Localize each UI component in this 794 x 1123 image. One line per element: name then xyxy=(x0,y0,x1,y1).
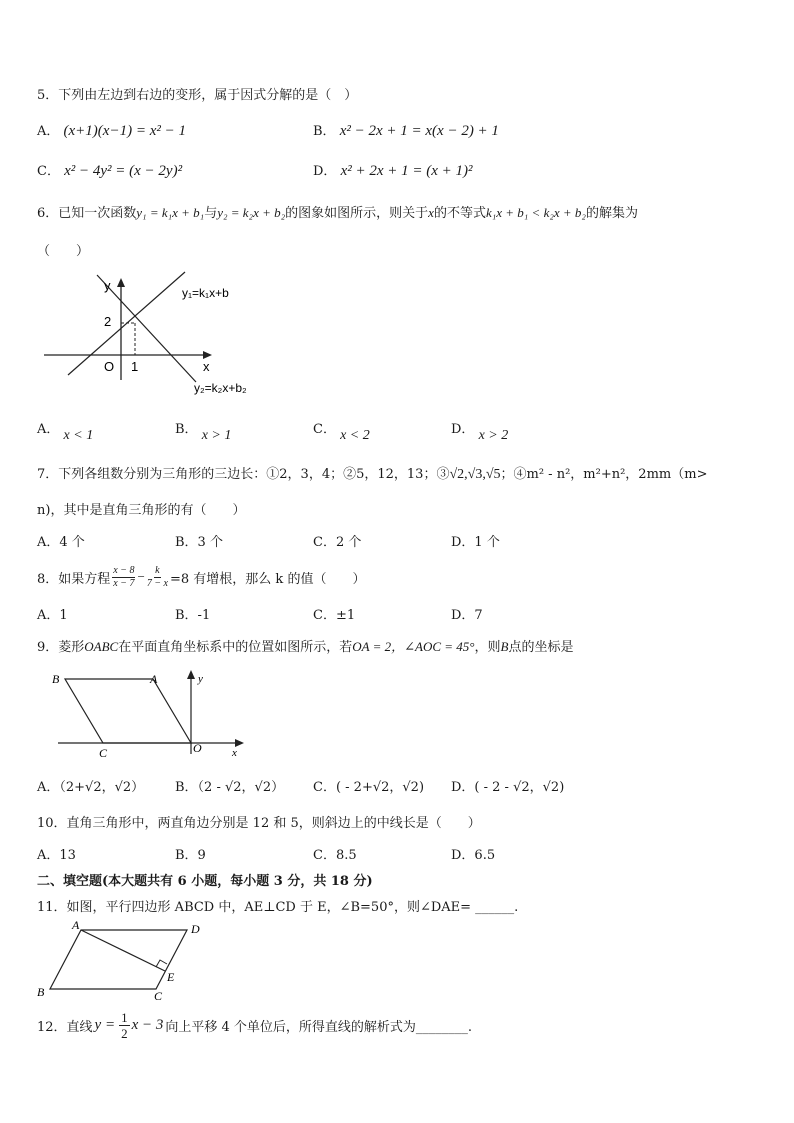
segment-ae xyxy=(81,930,165,971)
option-label: C． xyxy=(37,164,60,179)
option-label: D． xyxy=(313,164,337,179)
equation-rest: x − 3 xyxy=(131,1016,164,1033)
q11-parallelogram-figure xyxy=(34,918,214,1004)
option-label: B． xyxy=(313,124,336,139)
tick-label-x: 1 xyxy=(131,359,139,374)
q10-stem: 10．直角三角形中，两直角边分别是 12 和 5，则斜边上的中线长是（ ） xyxy=(37,816,481,831)
q11-stem: 11．如图，平行四边形 ABCD 中，AE⊥CD 于 E，∠B=50°，则∠DAE= ______. xyxy=(37,900,519,915)
q9-option-c: C．( - 2+√2，√2) xyxy=(313,780,425,795)
x-axis-arrow xyxy=(235,739,244,747)
option-expr: x² + 2x + 1 = (x + 1)² xyxy=(340,163,473,179)
q12-stem xyxy=(37,1007,472,1043)
function-1: y₁ = k₁x + b₁ xyxy=(136,205,205,220)
q10-option-b: B．9 xyxy=(175,848,206,863)
option-label: A． xyxy=(37,422,60,437)
numerator: k xyxy=(155,564,160,576)
q6-stem xyxy=(37,202,638,221)
option-expr: (x+1)(x−1) = x² − 1 xyxy=(63,123,186,139)
q8-option-d: D．7 xyxy=(451,608,483,623)
q10-option-d: D．6.5 xyxy=(451,848,496,863)
x-axis-arrow xyxy=(203,351,212,359)
q8-option-a: A．1 xyxy=(37,608,68,623)
point-b-label: B xyxy=(52,672,60,686)
option-expr: x < 1 xyxy=(63,428,94,443)
point-e-label: E xyxy=(167,970,175,984)
option-label: D． xyxy=(451,422,475,437)
point-a-label: A xyxy=(72,918,80,932)
q7-option-a: A．4 个 xyxy=(37,535,85,550)
q6-answer-paren: （ ） xyxy=(37,244,90,259)
origin-label: O xyxy=(104,359,115,374)
inequality: k₁x + b₁ < k₂x + b₂ xyxy=(485,205,586,220)
function-2: y₂ = k₂x + b₂ xyxy=(217,205,286,220)
minus-sign: − xyxy=(137,569,145,584)
option-expr: x² − 4y² = (x − 2y)² xyxy=(64,163,183,179)
stem-text: 6．已知一次函数 xyxy=(37,206,137,221)
stem-text: =8 有增根，那么 k 的值（ ） xyxy=(170,571,366,587)
stem-text: 点的坐标是 xyxy=(508,640,574,655)
y-axis-label: y xyxy=(104,278,111,293)
q6-option-d xyxy=(451,418,509,443)
option-label: B． xyxy=(175,422,198,437)
section-title: 二、填空题(本大题共有 6 小题，每小题 3 分，共 18 分) xyxy=(37,874,373,889)
roots-expr: √2,√3,√5 xyxy=(449,467,501,482)
condition: OA = 2，∠AOC = 45° xyxy=(352,639,475,654)
stem-text: 的图象如图所示，则关于 xyxy=(285,206,429,221)
point-c-label: C xyxy=(99,746,108,760)
point-d-label: D xyxy=(191,922,200,936)
denominator: 7 − x xyxy=(146,577,168,589)
stem-text: 12．直线 xyxy=(37,1019,93,1035)
stem-text: 的解集为 xyxy=(585,206,638,221)
point-name: B xyxy=(500,639,509,654)
denominator: 2 xyxy=(121,1025,128,1041)
point-o-label: O xyxy=(193,741,202,755)
point-c-label: C xyxy=(154,989,163,1003)
q8-option-c: C．±1 xyxy=(313,608,356,623)
stem-text: ，则 xyxy=(474,640,501,655)
variable-x: x xyxy=(428,205,434,220)
q9-option-a: A．（2+√2，√2） xyxy=(37,780,145,795)
q5-option-b xyxy=(313,120,499,140)
option-label: A． xyxy=(37,124,60,139)
q7-stem-line1 xyxy=(37,463,707,483)
fraction-half xyxy=(119,1010,130,1041)
y-axis-arrow xyxy=(117,278,125,287)
q7-option-c: C．2 个 xyxy=(313,535,362,550)
y-axis-label: y xyxy=(198,673,203,685)
stem-text: 的不等式 xyxy=(433,206,486,221)
point-a-label: A xyxy=(150,672,158,686)
q9-rhombus-figure xyxy=(48,668,253,760)
tick-label-y: 2 xyxy=(104,314,112,329)
line-y1-label: y₁=k₁x+b xyxy=(182,286,229,300)
stem-text: 向上平移 4 个单位后，所得直线的解析式为________. xyxy=(165,1019,473,1035)
point-b-label: B xyxy=(37,985,45,999)
q6-option-c xyxy=(313,418,370,443)
numerator: x − 8 xyxy=(113,564,135,576)
line-y2-label: y₂=k₂x+b₂ xyxy=(194,381,247,395)
q9-stem xyxy=(37,636,573,655)
shape-name: OABC xyxy=(84,639,119,654)
stem-text: 9．菱形 xyxy=(37,640,85,655)
q6-option-b xyxy=(175,418,232,443)
stem-text: ；④m² - n²，m²+n²，2mm（m> xyxy=(500,467,708,482)
fraction-1 xyxy=(112,565,135,590)
q6-option-a xyxy=(37,418,94,443)
numerator: 1 xyxy=(121,1009,128,1025)
q5-stem: 5．下列由左边到右边的变形，属于因式分解的是（ ） xyxy=(37,88,358,103)
x-axis-label: x xyxy=(232,747,237,759)
option-expr: x² − 2x + 1 = x(x − 2) + 1 xyxy=(339,123,499,139)
q5-option-c xyxy=(37,160,182,180)
stem-text: 8．如果方程 xyxy=(37,571,111,587)
q10-option-c: C．8.5 xyxy=(313,848,357,863)
rhombus-oabc xyxy=(65,679,191,743)
x-axis-label: x xyxy=(203,359,210,374)
q5-option-a xyxy=(37,120,186,140)
y-axis-arrow xyxy=(187,670,195,679)
q8-option-b: B．-1 xyxy=(175,608,211,623)
q7-option-b: B．3 个 xyxy=(175,535,223,550)
q6-graph xyxy=(40,268,280,400)
q9-option-d: D．( - 2 - √2，√2) xyxy=(451,780,565,795)
option-expr: x > 1 xyxy=(201,428,232,443)
option-expr: x < 2 xyxy=(340,428,370,443)
q9-option-b: B．（2 - √2，√2） xyxy=(175,780,285,795)
q7-option-d: D．1 个 xyxy=(451,535,500,550)
stem-text: 与 xyxy=(204,206,218,221)
option-expr: x > 2 xyxy=(478,428,509,443)
q8-stem xyxy=(37,560,365,594)
q10-option-a: A．13 xyxy=(37,848,76,863)
stem-text: 在平面直角坐标系中的位置如图所示，若 xyxy=(118,640,353,655)
equation-lhs: y = xyxy=(94,1016,116,1033)
q5-option-d xyxy=(313,160,473,180)
denominator: x − 7 xyxy=(113,577,135,589)
q7-stem-line2: n)，其中是直角三角形的有（ ） xyxy=(37,503,246,518)
stem-text: 7．下列各组数分别为三角形的三边长：①2，3，4；②5，12，13；③ xyxy=(37,467,450,482)
option-label: C． xyxy=(313,422,336,437)
right-angle-mark xyxy=(156,960,167,967)
fraction-2 xyxy=(147,565,168,590)
